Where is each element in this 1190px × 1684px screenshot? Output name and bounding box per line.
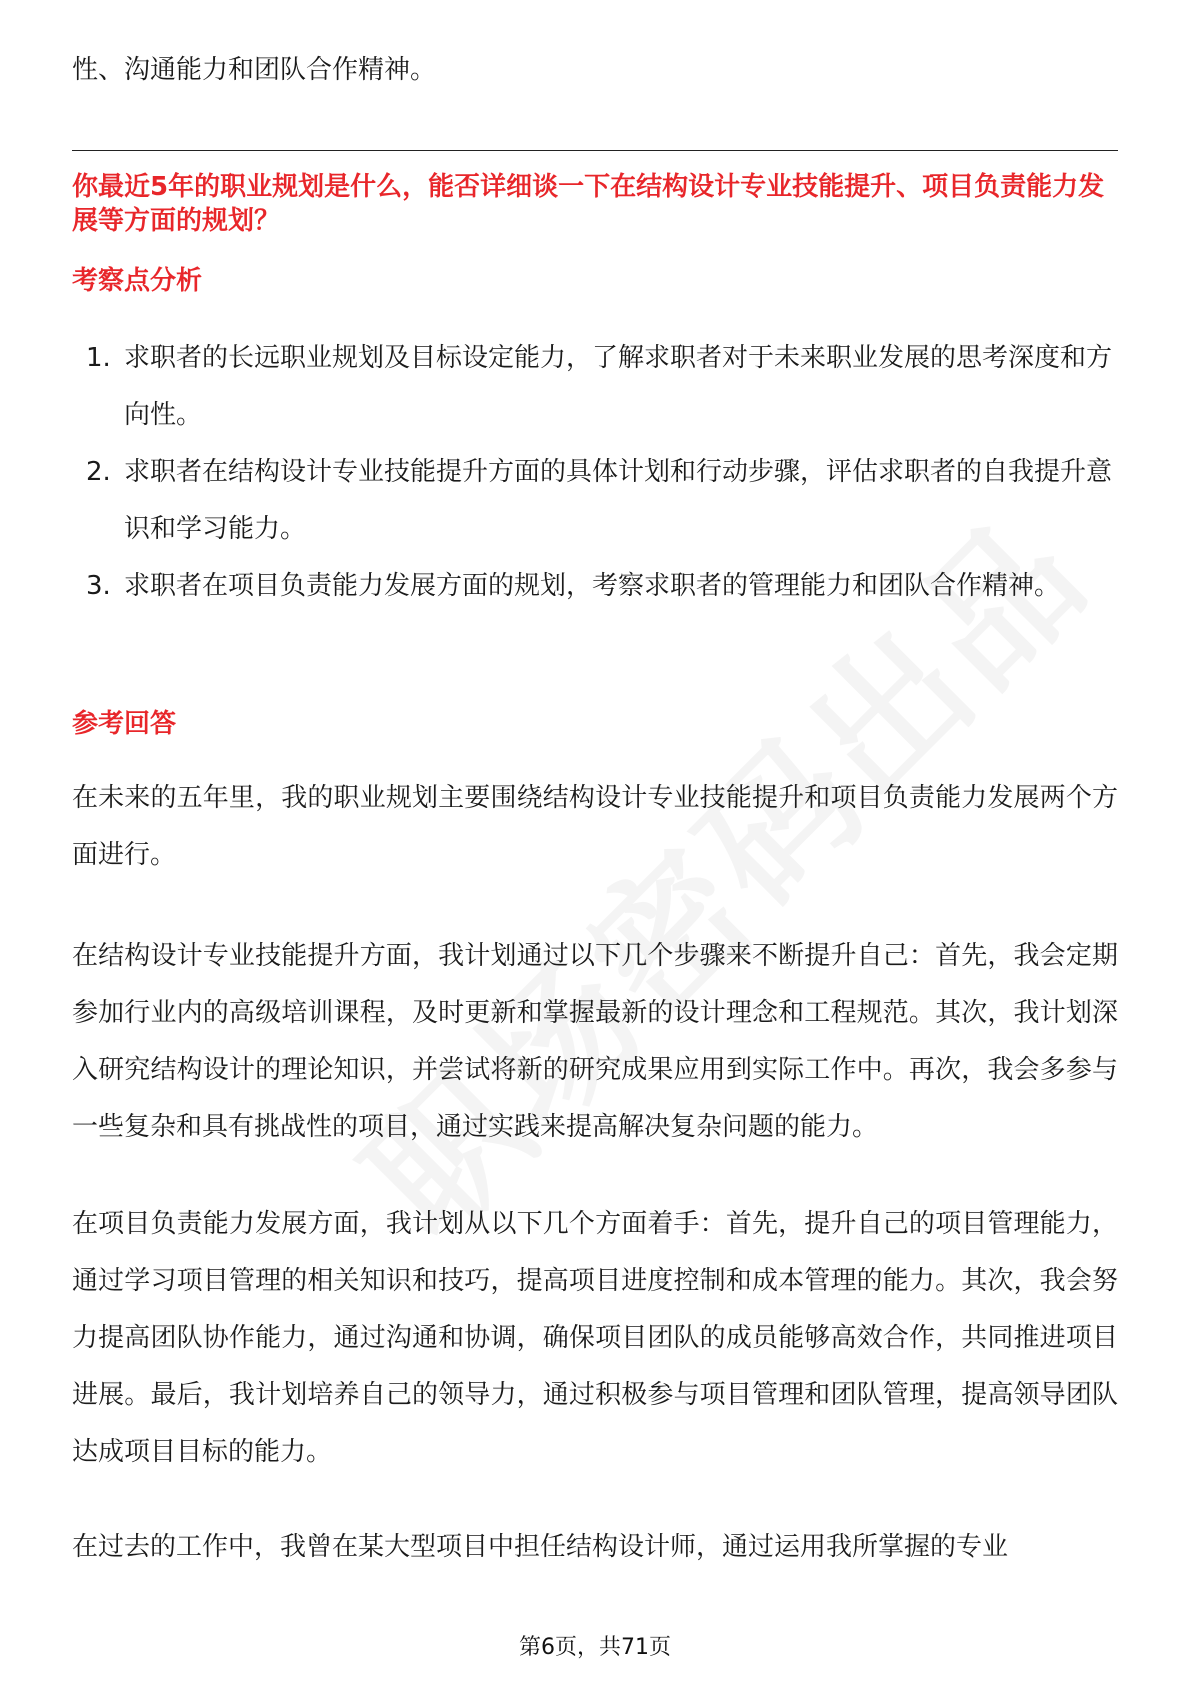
- analysis-heading: 考察点分析: [72, 266, 203, 296]
- answer-heading: 参考回答: [72, 709, 177, 739]
- list-item-number: 2.: [86, 457, 111, 487]
- analysis-list: [72, 330, 1118, 615]
- list-item-text: 求职者在结构设计专业技能提升方面的具体计划和行动步骤，评估求职者的自我提升意识和学习能力。: [124, 457, 1113, 544]
- list-item-number: 3.: [86, 571, 111, 601]
- list-item: [72, 558, 1118, 615]
- carryover-text: 性、沟通能力和团队合作精神。: [72, 55, 437, 85]
- list-item: [72, 444, 1118, 558]
- question-heading: 你最近5年的职业规划是什么，能否详细谈一下在结构设计专业技能提升、项目负责能力发展等方面的规划？: [72, 172, 1105, 236]
- section-divider: [72, 150, 1118, 151]
- answer-paragraph: 在结构设计专业技能提升方面，我计划通过以下几个步骤来不断提升自己：首先，我会定期参加行业内的高级培训课程，及时更新和掌握最新的设计理念和工程规范。其次，我计划深入研究结构设计的理论知识，并尝试将新的研究成果应用到实际工作中。再次，我会多参与一些复杂和具有挑战性的项目，通过实践来提高解决复杂问题的能力。: [72, 941, 1118, 1142]
- answer-paragraph: 在项目负责能力发展方面，我计划从以下几个方面着手：首先，提升自己的项目管理能力，通过学习项目管理的相关知识和技巧，提高项目进度控制和成本管理的能力。其次，我会努力提高团队协作能力，通过沟通和协调，确保项目团队的成员能够高效合作，共同推进项目进展。最后，我计划培养自己的领导力，通过积极参与项目管理和团队管理，提高领导团队达成项目目标的能力。: [72, 1209, 1118, 1467]
- list-item-number: 1.: [86, 343, 111, 373]
- page-number-footer: 第6页，共71页: [519, 1635, 671, 1660]
- list-item-text: 求职者的长远职业规划及目标设定能力，了解求职者对于未来职业发展的思考深度和方向性。: [124, 343, 1113, 430]
- list-item: [72, 330, 1118, 444]
- answer-paragraph: 在未来的五年里，我的职业规划主要围绕结构设计专业技能提升和项目负责能力发展两个方面进行。: [72, 783, 1118, 870]
- answer-paragraph: 在过去的工作中，我曾在某大型项目中担任结构设计师，通过运用我所掌握的专业: [72, 1532, 1009, 1562]
- list-item-text: 求职者在项目负责能力发展方面的规划，考察求职者的管理能力和团队合作精神。: [124, 571, 1061, 601]
